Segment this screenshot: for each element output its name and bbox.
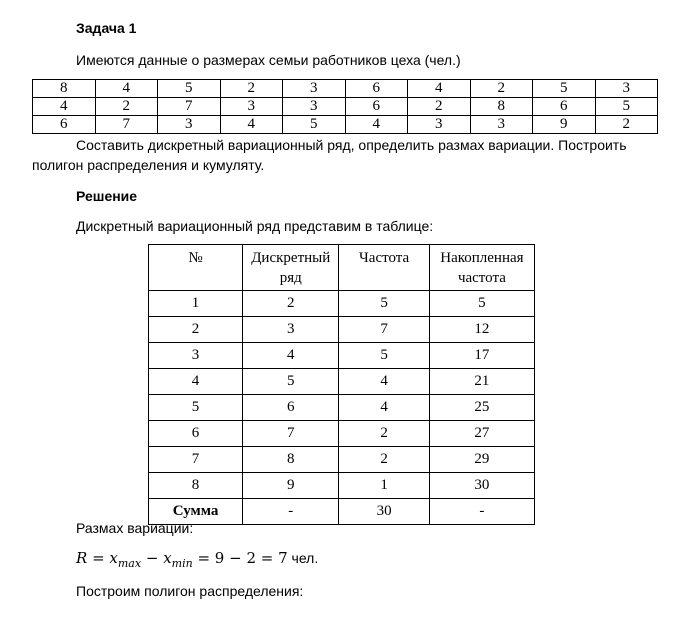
cumulative-cell: 5 xyxy=(429,291,534,317)
range-label: Размах вариации: xyxy=(76,520,194,536)
data-cell: 2 xyxy=(470,80,533,98)
data-cell: 5 xyxy=(158,80,221,98)
data-cell: 4 xyxy=(408,80,471,98)
discrete-value-cell: 8 xyxy=(243,447,339,473)
row-num-cell: 2 xyxy=(149,317,243,343)
data-cell: 2 xyxy=(95,98,158,116)
cumulative-cell: 25 xyxy=(429,395,534,421)
task-question-line1: Составить дискретный вариационный ряд, определить размах вариации. Построить xyxy=(76,137,627,153)
data-cell: 3 xyxy=(595,80,658,98)
data-cell: 4 xyxy=(220,116,283,134)
row-num-cell: 7 xyxy=(149,447,243,473)
sum-label-cell: Сумма xyxy=(149,499,243,525)
row-num-cell: 5 xyxy=(149,395,243,421)
frequency-cell: 2 xyxy=(339,421,429,447)
row-num-cell: 3 xyxy=(149,343,243,369)
formula-eq: = xyxy=(87,549,110,567)
data-cell: 4 xyxy=(345,116,408,134)
table-row xyxy=(149,291,535,317)
data-cell: 6 xyxy=(533,98,596,116)
discrete-value-cell: 7 xyxy=(243,421,339,447)
data-cell: 2 xyxy=(595,116,658,134)
sum-value-cell: 30 xyxy=(339,499,429,525)
discrete-value-cell: 4 xyxy=(243,343,339,369)
data-cell: 6 xyxy=(345,98,408,116)
formula-x-max: x xyxy=(109,549,118,567)
cumulative-cell: 17 xyxy=(429,343,534,369)
table-header-row xyxy=(149,245,535,291)
task-intro: Имеются данные о размерах семьи работников цеха (чел.) xyxy=(76,52,461,68)
discrete-value-cell: 3 xyxy=(243,317,339,343)
data-cell: 2 xyxy=(408,98,471,116)
cumulative-cell: 30 xyxy=(429,473,534,499)
polygon-intro: Построим полигон распределения: xyxy=(76,583,304,599)
cumulative-cell: 21 xyxy=(429,369,534,395)
data-cell: 8 xyxy=(470,98,533,116)
header-frequency: Частота xyxy=(339,245,429,291)
formula-minus: − xyxy=(141,549,164,567)
data-cell: 3 xyxy=(408,116,471,134)
formula-sub-max: max xyxy=(117,557,142,570)
data-cell: 4 xyxy=(33,98,96,116)
table-row xyxy=(149,421,535,447)
data-row xyxy=(33,80,658,98)
data-cell: 9 xyxy=(533,116,596,134)
variation-series-table xyxy=(148,244,535,525)
table-row xyxy=(149,369,535,395)
data-cell: 3 xyxy=(283,98,346,116)
data-cell: 3 xyxy=(283,80,346,98)
data-cell: 3 xyxy=(220,98,283,116)
solution-title: Решение xyxy=(76,188,138,204)
sum-value-cell: - xyxy=(243,499,339,525)
data-row xyxy=(33,116,658,134)
table-row xyxy=(149,317,535,343)
discrete-value-cell: 9 xyxy=(243,473,339,499)
frequency-cell: 7 xyxy=(339,317,429,343)
data-cell: 5 xyxy=(533,80,596,98)
header-discrete-line2: ряд xyxy=(279,270,302,286)
discrete-value-cell: 2 xyxy=(243,291,339,317)
header-discrete xyxy=(243,245,339,291)
frequency-cell: 5 xyxy=(339,343,429,369)
data-cell: 6 xyxy=(33,116,96,134)
header-cumulative xyxy=(429,245,534,291)
data-cell: 8 xyxy=(33,80,96,98)
frequency-cell: 1 xyxy=(339,473,429,499)
header-discrete-line1: Дискретный xyxy=(251,250,331,266)
table-row xyxy=(149,447,535,473)
table-intro: Дискретный вариационный ряд представим в таблице: xyxy=(76,218,434,234)
header-cumulative-line1: Накопленная xyxy=(440,250,524,266)
range-formula xyxy=(76,549,318,570)
sum-value-cell: - xyxy=(429,499,534,525)
table-row xyxy=(149,343,535,369)
row-num-cell: 4 xyxy=(149,369,243,395)
row-num-cell: 1 xyxy=(149,291,243,317)
data-cell: 5 xyxy=(283,116,346,134)
cumulative-cell: 29 xyxy=(429,447,534,473)
data-cell: 3 xyxy=(470,116,533,134)
data-cell: 2 xyxy=(220,80,283,98)
data-cell: 7 xyxy=(158,98,221,116)
frequency-cell: 2 xyxy=(339,447,429,473)
header-cumulative-line2: частота xyxy=(457,270,506,286)
task-title: Задача 1 xyxy=(76,20,137,36)
table-row xyxy=(149,473,535,499)
discrete-value-cell: 6 xyxy=(243,395,339,421)
formula-result: = 9 − 2 = 7 xyxy=(192,549,288,567)
formula-r: R xyxy=(76,549,88,567)
formula-unit: чел. xyxy=(287,550,319,566)
discrete-value-cell: 5 xyxy=(243,369,339,395)
data-cell: 7 xyxy=(95,116,158,134)
frequency-cell: 4 xyxy=(339,395,429,421)
source-data-table xyxy=(32,79,658,134)
cumulative-cell: 12 xyxy=(429,317,534,343)
row-num-cell: 6 xyxy=(149,421,243,447)
data-row xyxy=(33,98,658,116)
frequency-cell: 4 xyxy=(339,369,429,395)
cumulative-cell: 27 xyxy=(429,421,534,447)
data-cell: 5 xyxy=(595,98,658,116)
frequency-cell: 5 xyxy=(339,291,429,317)
data-cell: 4 xyxy=(95,80,158,98)
formula-x-min: x xyxy=(163,549,172,567)
task-question-line2: полигон распределения и кумуляту. xyxy=(32,157,265,173)
data-cell: 6 xyxy=(345,80,408,98)
row-num-cell: 8 xyxy=(149,473,243,499)
table-row xyxy=(149,395,535,421)
header-num: № xyxy=(149,245,243,291)
sum-row xyxy=(149,499,535,525)
formula-sub-min: min xyxy=(171,557,193,570)
data-cell: 3 xyxy=(158,116,221,134)
